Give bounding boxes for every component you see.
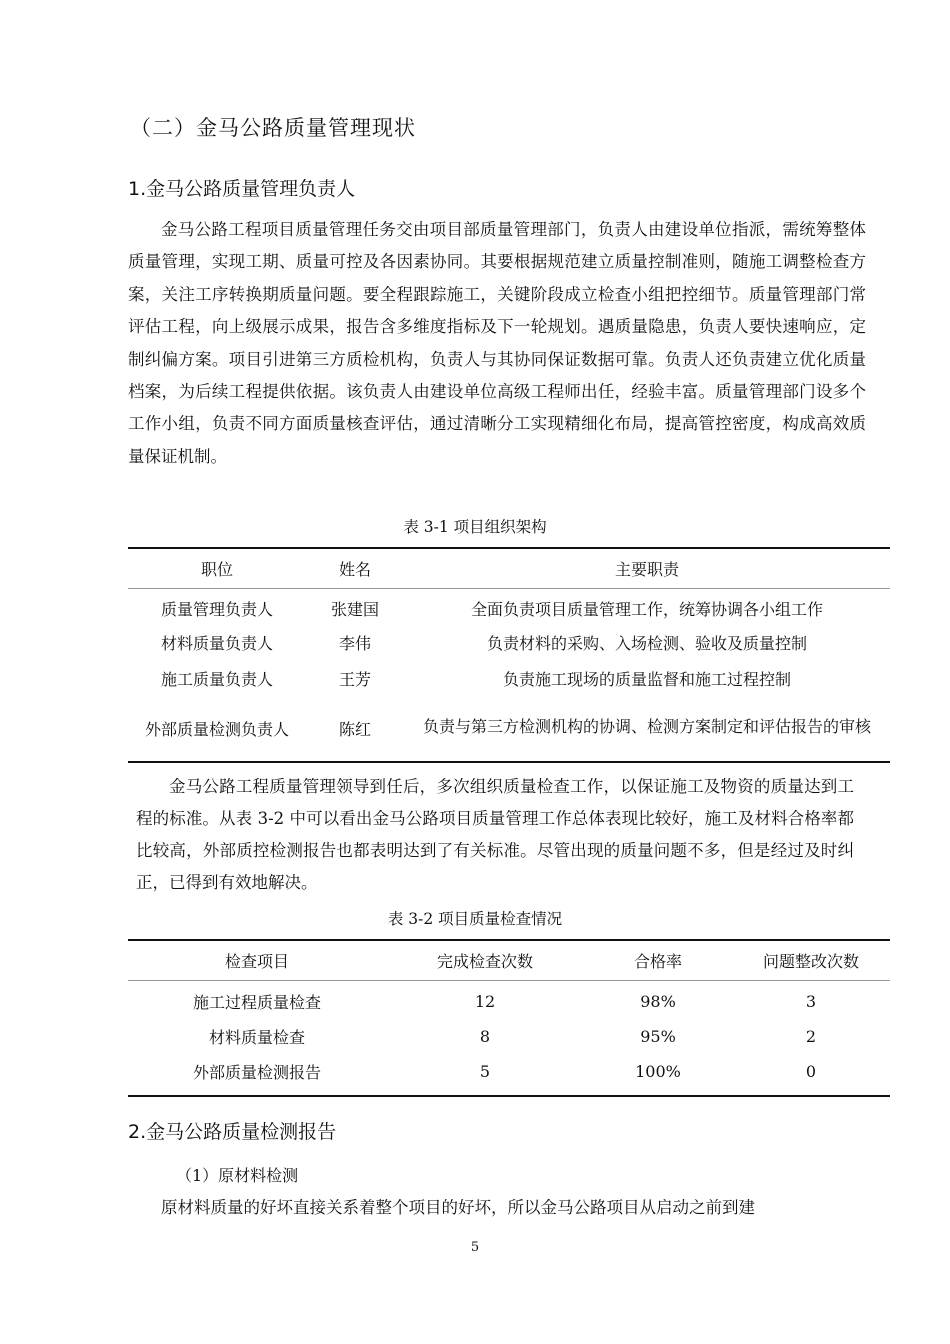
cell-inspection-item: 材料质量检查 [208,1027,305,1047]
subsection-title-1: 1.金马公路质量管理负责人 [128,178,356,200]
cell-name: 陈红 [338,720,371,739]
table-row [128,1018,890,1054]
table-row [128,588,890,624]
cell-inspection-item: 施工过程质量检查 [192,992,321,1012]
cell-position: 质量管理负责人 [160,599,273,619]
page-number: 5 [470,1240,480,1255]
table-header-row [128,548,890,588]
cell-duties: 负责施工现场的质量监督和施工过程控制 [502,669,791,689]
cell-pass-rate: 95% [640,1026,676,1046]
table-row [128,696,890,762]
table-row [128,624,890,660]
header-position: 职位 [200,559,233,579]
cell-position: 施工质量负责人 [160,669,273,689]
cell-rectification-count: 3 [805,991,817,1011]
cell-duties: 负责与第三方检测机构的协调、检测方案制定和评估报告的审核 [422,716,871,736]
subsection-title-2: 2.金马公路质量检测报告 [128,1121,337,1143]
cell-rectification-count: 0 [805,1062,817,1081]
table-row [128,660,890,696]
cell-completed-count: 8 [479,1026,491,1046]
cell-name: 李伟 [338,633,371,653]
header-pass-rate: 合格率 [633,951,682,971]
table-1-caption: 表 3-1 项目组织架构 [403,518,547,536]
header-duties: 主要职责 [614,559,679,579]
cell-completed-count: 12 [474,991,496,1011]
paragraph-1: 金马公路工程项目质量管理任务交由项目部质量管理部门，负责人由建设单位指派，需统筹整体质量管理，实现工期、质量可控及各因素协同。其要根据规范建立质量控制准则，随施工调整检查方案，关注工序转换期质量问题。要全程跟踪施工，关键阶段成立检查小组把控细节。质量管理部门常评估工程，向上级展示成果，报告含多维度指标及下一轮规划。遇质量隐患，负责人要快速响应，定制纠偏方案。项目引进第三方质检机构，负责人与其协同保证数据可靠。负责人还负责建立优化质量档案，为后续工程提供依据。该负责人由建设单位高级工程师出任，经验丰富。质量管理部门设多个工作小组，负责不同方面质量核查评估，通过清晰分工实现精细化布局，提高管控密度，构成高效质量保证机制。 [128,220,866,466]
cell-rectification-count: 2 [805,1026,817,1046]
cell-name: 张建国 [330,599,379,619]
cell-name: 王芳 [338,669,371,689]
cell-completed-count: 5 [479,1062,491,1081]
table-row [128,980,890,1018]
header-inspection-item: 检查项目 [224,951,289,971]
table-2-caption: 表 3-2 项目质量检查情况 [387,910,563,928]
cell-inspection-item: 外部质量检测报告 [192,1063,321,1082]
paragraph-3: 原材料质量的好坏直接关系着整个项目的好坏，所以金马公路项目从启动之前到建 [161,1198,755,1217]
table-row [128,1054,890,1096]
org-structure-table [128,547,890,763]
header-rectification-count: 问题整改次数 [762,951,859,971]
section-title: （二）金马公路质量管理现状 [130,116,416,140]
header-name: 姓名 [338,559,371,579]
cell-position: 材料质量负责人 [160,633,273,653]
cell-position: 外部质量检测负责人 [144,720,289,739]
cell-duties: 全面负责项目质量管理工作，统筹协调各小组工作 [470,599,823,619]
paragraph-2: 金马公路工程质量管理领导到任后，多次组织质量检查工作，以保证施工及物资的质量达到工程的标准。从表 3-2 中可以看出金马公路项目质量管理工作总体表现比较好，施工及材料合格率都比较高，外部质控检测报告也都表明达到了有关标准。尽管出现的质量问题不多，但是经过及时纠正，已得到有效地解决。 [136,777,854,892]
header-completed-count: 完成检查次数 [436,951,533,971]
cell-pass-rate: 98% [640,991,676,1011]
cell-pass-rate: 100% [635,1062,681,1081]
cell-duties: 负责材料的采购、入场检测、验收及质量控制 [486,633,807,653]
quality-inspection-table [128,939,890,1097]
subsubsection-title: （1）原材料检测 [176,1166,299,1185]
table-header-row [128,940,890,980]
